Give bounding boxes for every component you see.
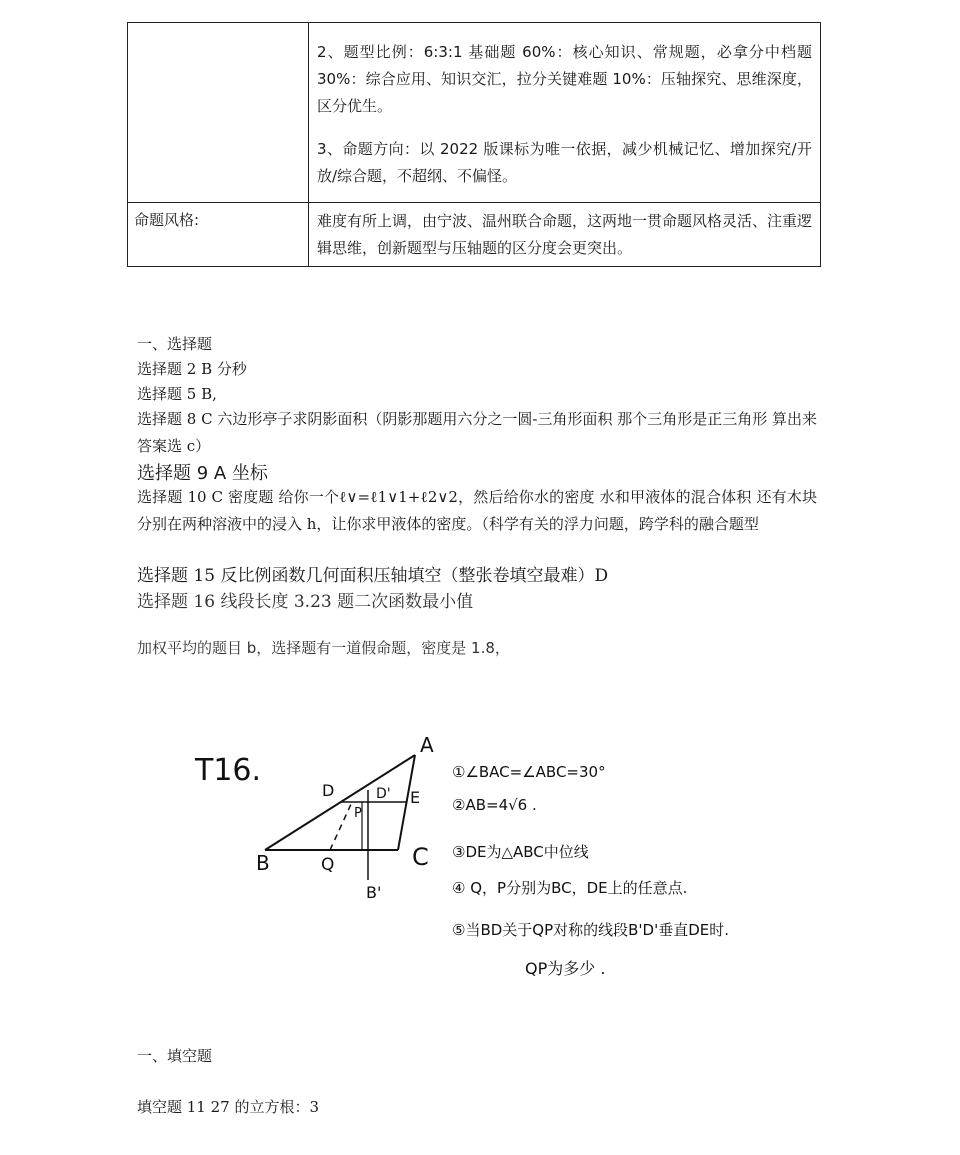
figure-note-3: ③DE为△ABC中位线 bbox=[452, 843, 589, 861]
table-row bbox=[128, 203, 821, 267]
weighted-average-note: 加权平均的题目 b，选择题有一道假命题，密度是 1.8， bbox=[137, 639, 510, 657]
point-q-label: Q bbox=[321, 855, 335, 875]
list-item: 选择题 16 线段长度 3.23 题二次函数最小值 bbox=[137, 592, 474, 612]
question-ratio-paragraph: 2、题型比例：6:3:1 基础题 60%：核心知识、常规题，必拿分中档题 30%：综合应用、知识交汇，拉分关键难题 10%：压轴探究、思维深度，区分优生。 bbox=[317, 43, 812, 115]
style-paragraph: 难度有所上调，由宁波、温州联合命题，这两地一贯命题风格灵活、注重逻辑思维，创新题型与压轴题的区分度会更突出。 bbox=[317, 212, 813, 257]
table-label-cell bbox=[128, 23, 309, 203]
figure-note-4: ④ Q，P分别为BC，DE上的任意点. bbox=[452, 879, 688, 897]
figure-note-2: ②AB=4√6 . bbox=[452, 796, 537, 814]
table-row bbox=[128, 23, 821, 203]
point-dprime-label: D' bbox=[376, 786, 391, 802]
question-direction-paragraph: 3、命题方向：以 2022 版课标为唯一依据，减少机械记忆、增加探究/开放/综合题，不超纲、不偏怪。 bbox=[317, 140, 812, 185]
handwritten-figure bbox=[180, 710, 800, 1010]
figure-note-5: ⑤当BD关于QP对称的线段B'D'垂直DE时. bbox=[452, 921, 730, 939]
figure-title: T16. bbox=[195, 753, 262, 788]
point-bprime-label: B' bbox=[366, 883, 382, 902]
section-heading-fill: 一、填空题 bbox=[137, 1047, 213, 1065]
point-c-label: C bbox=[412, 843, 429, 871]
list-item: 选择题 8 C 六边形亭子求阴影面积（阴影那题用六分之一圆-三角形面积 那个三角形是正三角形 算出来答案选 c） bbox=[137, 410, 817, 455]
point-p-label: P bbox=[354, 806, 362, 821]
list-item: 选择题 10 C 密度题 给你一个ℓ∨=ℓ1∨1+ℓ2∨2，然后给你水的密度 水和甲液体的混合体积 还有木块分别在两种溶液中的浸入 h，让你求甲液体的密度。（科学有关的浮力问题，跨学科的融合题型 bbox=[137, 488, 817, 533]
style-content-cell bbox=[309, 203, 821, 267]
figure-note-6: QP为多少 . bbox=[525, 959, 606, 978]
point-b-label: B bbox=[256, 851, 270, 875]
point-e-label: E bbox=[410, 788, 421, 807]
figure-note-1: ①∠BAC=∠ABC=30° bbox=[452, 763, 606, 781]
exam-info-table bbox=[127, 22, 821, 267]
style-label-cell: 命题风格: bbox=[128, 203, 309, 267]
point-d-label: D bbox=[322, 781, 335, 800]
list-item: 选择题 9 A 坐标 bbox=[137, 463, 268, 484]
list-item: 选择题 2 B 分秒 bbox=[137, 360, 247, 378]
section-heading-choice: 一、选择题 bbox=[137, 335, 213, 353]
list-item: 选择题 5 B, bbox=[137, 385, 217, 403]
point-a-label: A bbox=[420, 733, 434, 757]
table-content-cell bbox=[309, 23, 821, 203]
list-item: 填空题 11 27 的立方根：3 bbox=[137, 1098, 320, 1116]
segment-qp bbox=[330, 802, 352, 850]
list-item: 选择题 15 反比例函数几何面积压轴填空（整张卷填空最难）D bbox=[137, 566, 609, 586]
